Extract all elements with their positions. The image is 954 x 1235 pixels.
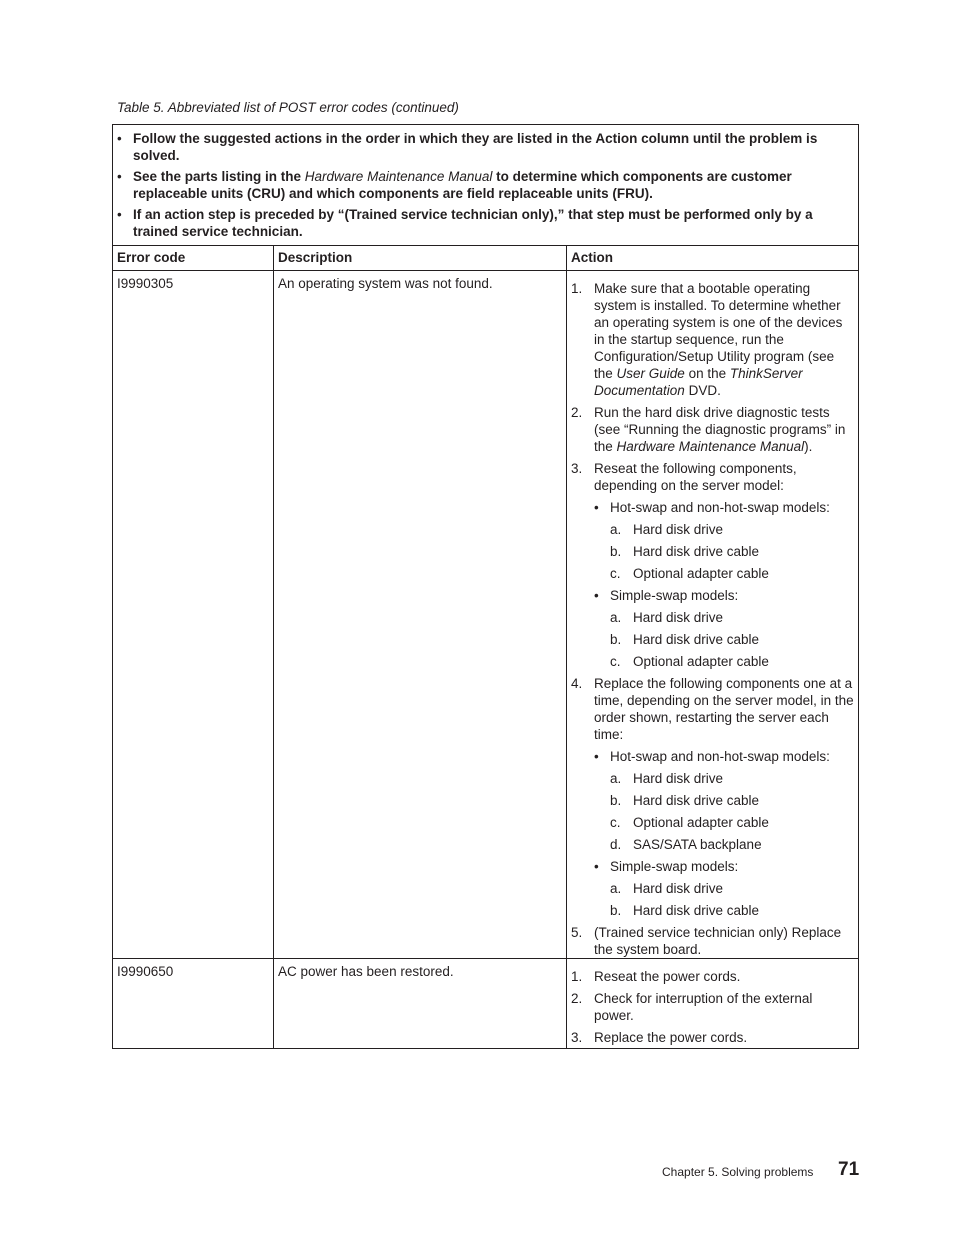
- error-code: I9990650: [113, 959, 274, 1048]
- table-caption: Table 5. Abbreviated list of POST error codes (continued): [117, 100, 459, 115]
- bullet: •: [117, 169, 122, 184]
- lettered-item: c. Optional adapter cable: [610, 654, 769, 669]
- description: AC power has been restored.: [274, 959, 567, 1048]
- note-item: [117, 168, 852, 202]
- note-text: If an action step is preceded by “(Trained service technician only),” that step must be performed only by a trained service technician.: [133, 207, 813, 239]
- lettered-item: a. Hard disk drive: [610, 522, 724, 537]
- note-text: Follow the suggested actions in the order in which they are listed in the Action column until the problem is solved.: [133, 131, 818, 163]
- action-list: [567, 271, 858, 958]
- note-text: See the parts listing in the Hardware Maintenance Manual to determine which components are customer replaceable units (CRU) and which components are field replaceable units (FRU).: [133, 169, 792, 201]
- action-step: 5. (Trained service technician only) Replace the system board.: [571, 925, 842, 957]
- table-row: [113, 271, 858, 959]
- note-item: [117, 206, 852, 240]
- sub-bullet: • Simple-swap models:: [594, 588, 739, 603]
- action-list: [567, 959, 858, 1048]
- error-code: I9990305: [113, 271, 274, 958]
- manual-title: Hardware Maintenance Manual: [304, 169, 493, 184]
- table-row: [113, 959, 858, 1048]
- table-notes: [113, 125, 858, 246]
- action-step: 3. Replace the power cords.: [571, 1030, 748, 1045]
- lettered-item: b. Hard disk drive cable: [610, 903, 760, 918]
- action-step: 2. Check for interruption of the external power.: [571, 991, 813, 1023]
- header-description: Description: [274, 246, 567, 270]
- lettered-item: b. Hard disk drive cable: [610, 632, 760, 647]
- lettered-item: a. Hard disk drive: [610, 771, 724, 786]
- action-step: 1. Reseat the power cords.: [571, 969, 741, 984]
- bullet: •: [117, 207, 122, 222]
- lettered-item: d. SAS/SATA backplane: [610, 837, 762, 852]
- sub-bullet: • Simple-swap models:: [594, 859, 739, 874]
- chapter-footer: Chapter 5. Solving problems: [662, 1165, 814, 1179]
- description: An operating system was not found.: [274, 271, 567, 958]
- lettered-item: b. Hard disk drive cable: [610, 793, 760, 808]
- lettered-item: a. Hard disk drive: [610, 881, 724, 896]
- page-number: 71: [838, 1159, 860, 1180]
- action-step: 4. Replace the following components one at a time, depending on the server model, in the order shown, restarting the server each time:: [571, 676, 854, 742]
- header-row: [113, 246, 858, 271]
- header-error-code: Error code: [113, 246, 274, 270]
- lettered-item: c. Optional adapter cable: [610, 815, 769, 830]
- lettered-item: c. Optional adapter cable: [610, 566, 769, 581]
- sub-bullet: • Hot-swap and non-hot-swap models:: [594, 500, 830, 515]
- action-step: 2. Run the hard disk drive diagnostic tests (see “Running the diagnostic programs” in the Hardware Maintenance Manual).: [571, 405, 846, 454]
- action-step: 3. Reseat the following components, depending on the server model:: [571, 461, 797, 493]
- lettered-item: b. Hard disk drive cable: [610, 544, 760, 559]
- note-item: [117, 130, 852, 164]
- lettered-item: a. Hard disk drive: [610, 610, 724, 625]
- sub-bullet: • Hot-swap and non-hot-swap models:: [594, 749, 830, 764]
- post-error-table: [112, 124, 859, 1049]
- bullet: •: [117, 131, 122, 146]
- header-action: Action: [571, 250, 613, 265]
- action-step: 1. Make sure that a bootable operating system is installed. To determine whether an operating system is one of the devices in the startup sequence, run the Configuration/Setup Utility program (see the User Guide on the ThinkServer Documentation DVD.: [571, 281, 843, 398]
